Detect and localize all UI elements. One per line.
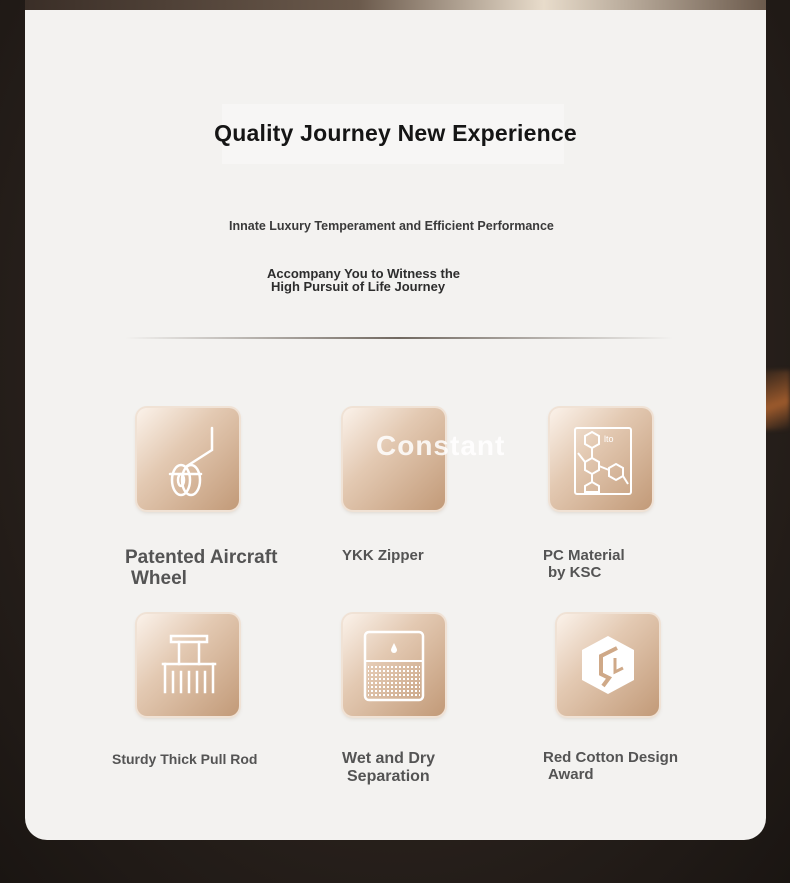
svg-text:lto: lto	[604, 434, 614, 444]
feature-label-pull-rod: Sturdy Thick Pull Rod	[112, 751, 258, 767]
feature-tile-award	[557, 614, 659, 716]
top-decorative-strip	[25, 0, 766, 10]
pull-rod-icon	[137, 614, 239, 716]
tagline-line-2: High Pursuit of Life Journey	[271, 279, 446, 294]
feature-label-award: Red Cotton Design Award	[543, 749, 678, 783]
feature-tile-wet-dry	[343, 614, 445, 716]
tagline-line-1: Accompany You to Witness the	[267, 266, 460, 281]
section-divider	[125, 337, 673, 339]
feature-label-molecule: PC Material by KSC	[543, 547, 625, 581]
feature-tile-wheel	[137, 408, 239, 510]
page-title: Quality Journey New Experience	[214, 120, 577, 146]
feature-label-wet-dry: Wet and Dry Separation	[342, 750, 436, 785]
feature-label-wheel: Patented Aircraft Wheel	[125, 547, 278, 589]
feature-label-zipper: YKK Zipper	[342, 547, 424, 564]
award-icon	[557, 614, 659, 716]
tagline	[267, 267, 460, 293]
feature-tile-pull-rod	[137, 614, 239, 716]
subtitle: Innate Luxury Temperament and Efficient Performance	[229, 219, 554, 233]
wheel-icon	[137, 408, 239, 510]
feature-tile-molecule	[550, 408, 652, 510]
watermark-text: Constant	[376, 430, 506, 461]
wet-dry-icon	[343, 614, 445, 716]
feature-card	[25, 10, 766, 840]
molecule-icon	[550, 408, 652, 510]
